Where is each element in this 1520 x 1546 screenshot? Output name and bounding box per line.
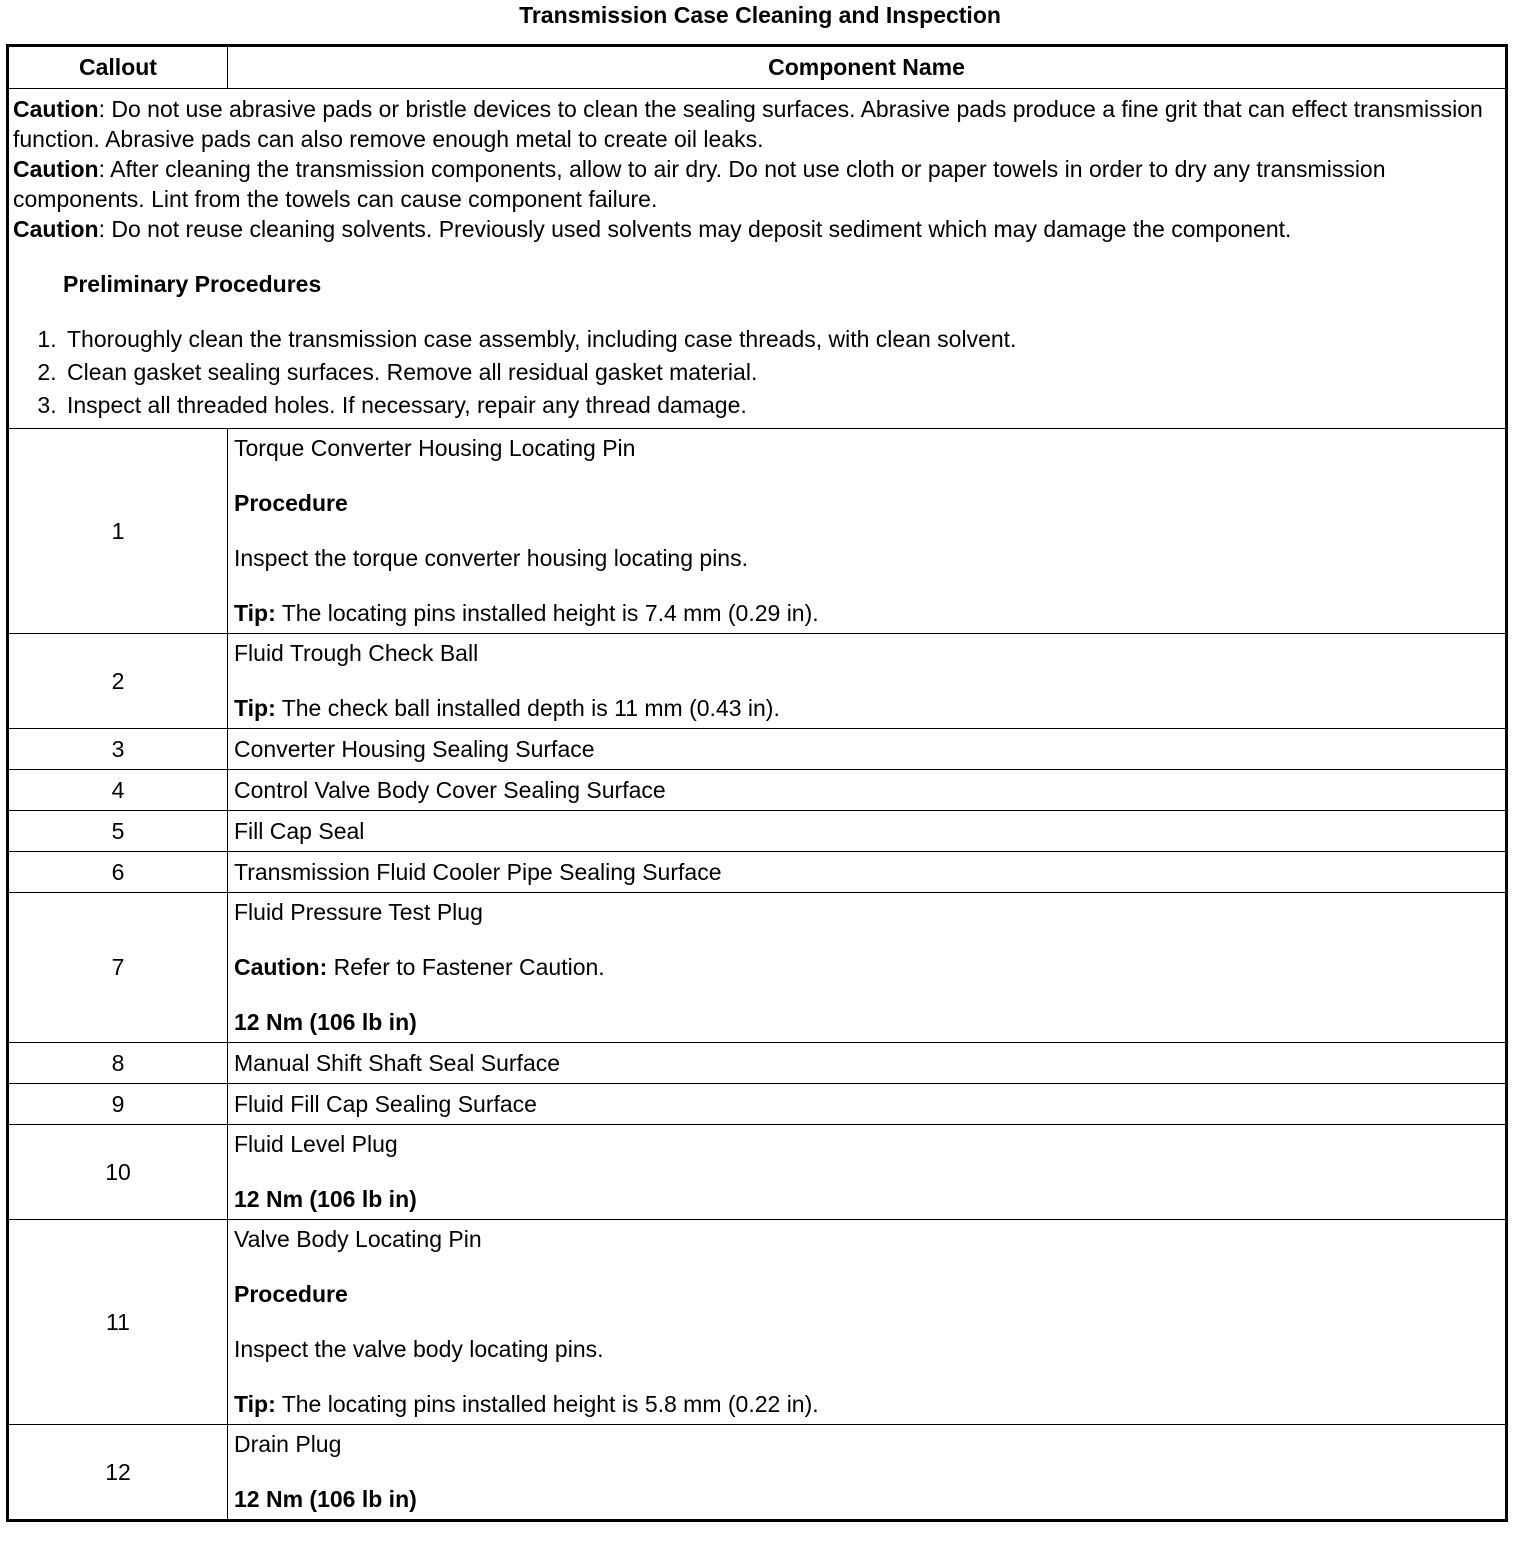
table-row (8, 634, 1507, 729)
procedure-label: Procedure (234, 1281, 348, 1307)
component-cell (228, 634, 1507, 729)
table-header-row (8, 46, 1507, 89)
component-column-header: Component Name (228, 46, 1507, 89)
table-row (8, 1084, 1507, 1125)
caution-note (13, 154, 1501, 214)
table-row (8, 1125, 1507, 1220)
callout-number: 7 (8, 893, 228, 1043)
caution-text: : Do not reuse cleaning solvents. Previously used solvents may deposit sediment which may damage the component. (98, 216, 1292, 242)
caution-label: Caution (13, 156, 99, 182)
caution-label: Caution (13, 216, 99, 242)
tip-label: Tip: (234, 1391, 276, 1417)
component-table (6, 44, 1508, 1522)
tip-text: The check ball installed depth is 11 mm (0.43 in). (275, 695, 780, 721)
component-name: Transmission Fluid Cooler Pipe Sealing Surface (228, 852, 1507, 893)
document-title: Transmission Case Cleaning and Inspection (519, 2, 1001, 28)
component-cell (228, 1220, 1507, 1425)
table-row (8, 1220, 1507, 1425)
procedure-label: Procedure (234, 490, 348, 516)
table-row (8, 893, 1507, 1043)
table-row (8, 811, 1507, 852)
tip-text: The locating pins installed height is 5.8 mm (0.22 in). (275, 1391, 819, 1417)
torque-spec: 12 Nm (106 lb in) (234, 1486, 417, 1512)
component-name: Torque Converter Housing Locating Pin (234, 435, 636, 461)
tip-line (234, 600, 1499, 627)
component-name: Manual Shift Shaft Seal Surface (228, 1043, 1507, 1084)
caution-text: : After cleaning the transmission components, allow to air dry. Do not use cloth or paper towels in order to dry any transmission components. Lint from the towels can cause component failure. (13, 156, 1386, 212)
callout-number: 2 (8, 634, 228, 729)
caution-label: Caution: (234, 954, 328, 980)
caution-label: Caution (13, 96, 99, 122)
tip-label: Tip: (234, 695, 276, 721)
preliminary-steps-list (13, 323, 1501, 422)
caution-note (13, 214, 1501, 244)
callout-number: 12 (8, 1425, 228, 1521)
component-cell (228, 893, 1507, 1043)
component-cell (228, 1125, 1507, 1220)
preliminary-step: 1. Thoroughly clean the transmission case assembly, including case threads, with clean solvent. (63, 323, 1501, 356)
component-name: Converter Housing Sealing Surface (228, 729, 1507, 770)
caution-text: Refer to Fastener Caution. (327, 954, 605, 980)
callout-number: 8 (8, 1043, 228, 1084)
component-name: Fill Cap Seal (228, 811, 1507, 852)
callout-number: 10 (8, 1125, 228, 1220)
component-name: Fluid Fill Cap Sealing Surface (228, 1084, 1507, 1125)
callout-number: 5 (8, 811, 228, 852)
callout-number: 11 (8, 1220, 228, 1425)
caution-line (234, 954, 1499, 981)
component-cell (228, 429, 1507, 634)
caution-text: : Do not use abrasive pads or bristle devices to clean the sealing surfaces. Abrasive pads produce a fine grit that can effect transmission function. Abrasive pads can also remove enough metal to create oil leaks. (13, 96, 1483, 152)
tip-line (234, 695, 1499, 722)
intro-row (8, 89, 1507, 429)
component-cell (228, 1425, 1507, 1521)
callout-number: 4 (8, 770, 228, 811)
tip-text: The locating pins installed height is 7.4 mm (0.29 in). (275, 600, 819, 626)
callout-number: 1 (8, 429, 228, 634)
callout-column-header: Callout (8, 46, 228, 89)
table-row (8, 1043, 1507, 1084)
table-row (8, 1425, 1507, 1521)
procedure-text: Inspect the torque converter housing locating pins. (234, 545, 748, 571)
intro-cell (8, 89, 1507, 429)
component-name: Fluid Pressure Test Plug (234, 899, 483, 925)
callout-number: 9 (8, 1084, 228, 1125)
torque-spec: 12 Nm (106 lb in) (234, 1009, 417, 1035)
component-name: Control Valve Body Cover Sealing Surface (228, 770, 1507, 811)
table-row (8, 770, 1507, 811)
component-name: Fluid Level Plug (234, 1131, 398, 1157)
preliminary-step: 3. Inspect all threaded holes. If necessary, repair any thread damage. (63, 389, 1501, 422)
tip-line (234, 1391, 1499, 1418)
caution-note (13, 94, 1501, 154)
preliminary-procedures-heading: Preliminary Procedures (63, 271, 322, 297)
component-name: Fluid Trough Check Ball (234, 640, 479, 666)
table-row (8, 729, 1507, 770)
callout-number: 6 (8, 852, 228, 893)
callout-number: 3 (8, 729, 228, 770)
torque-spec: 12 Nm (106 lb in) (234, 1186, 417, 1212)
tip-label: Tip: (234, 600, 276, 626)
component-name: Valve Body Locating Pin (234, 1226, 482, 1252)
procedure-text: Inspect the valve body locating pins. (234, 1336, 604, 1362)
preliminary-step: 2. Clean gasket sealing surfaces. Remove all residual gasket material. (63, 356, 1501, 389)
component-name: Drain Plug (234, 1431, 342, 1457)
table-row (8, 429, 1507, 634)
table-row (8, 852, 1507, 893)
